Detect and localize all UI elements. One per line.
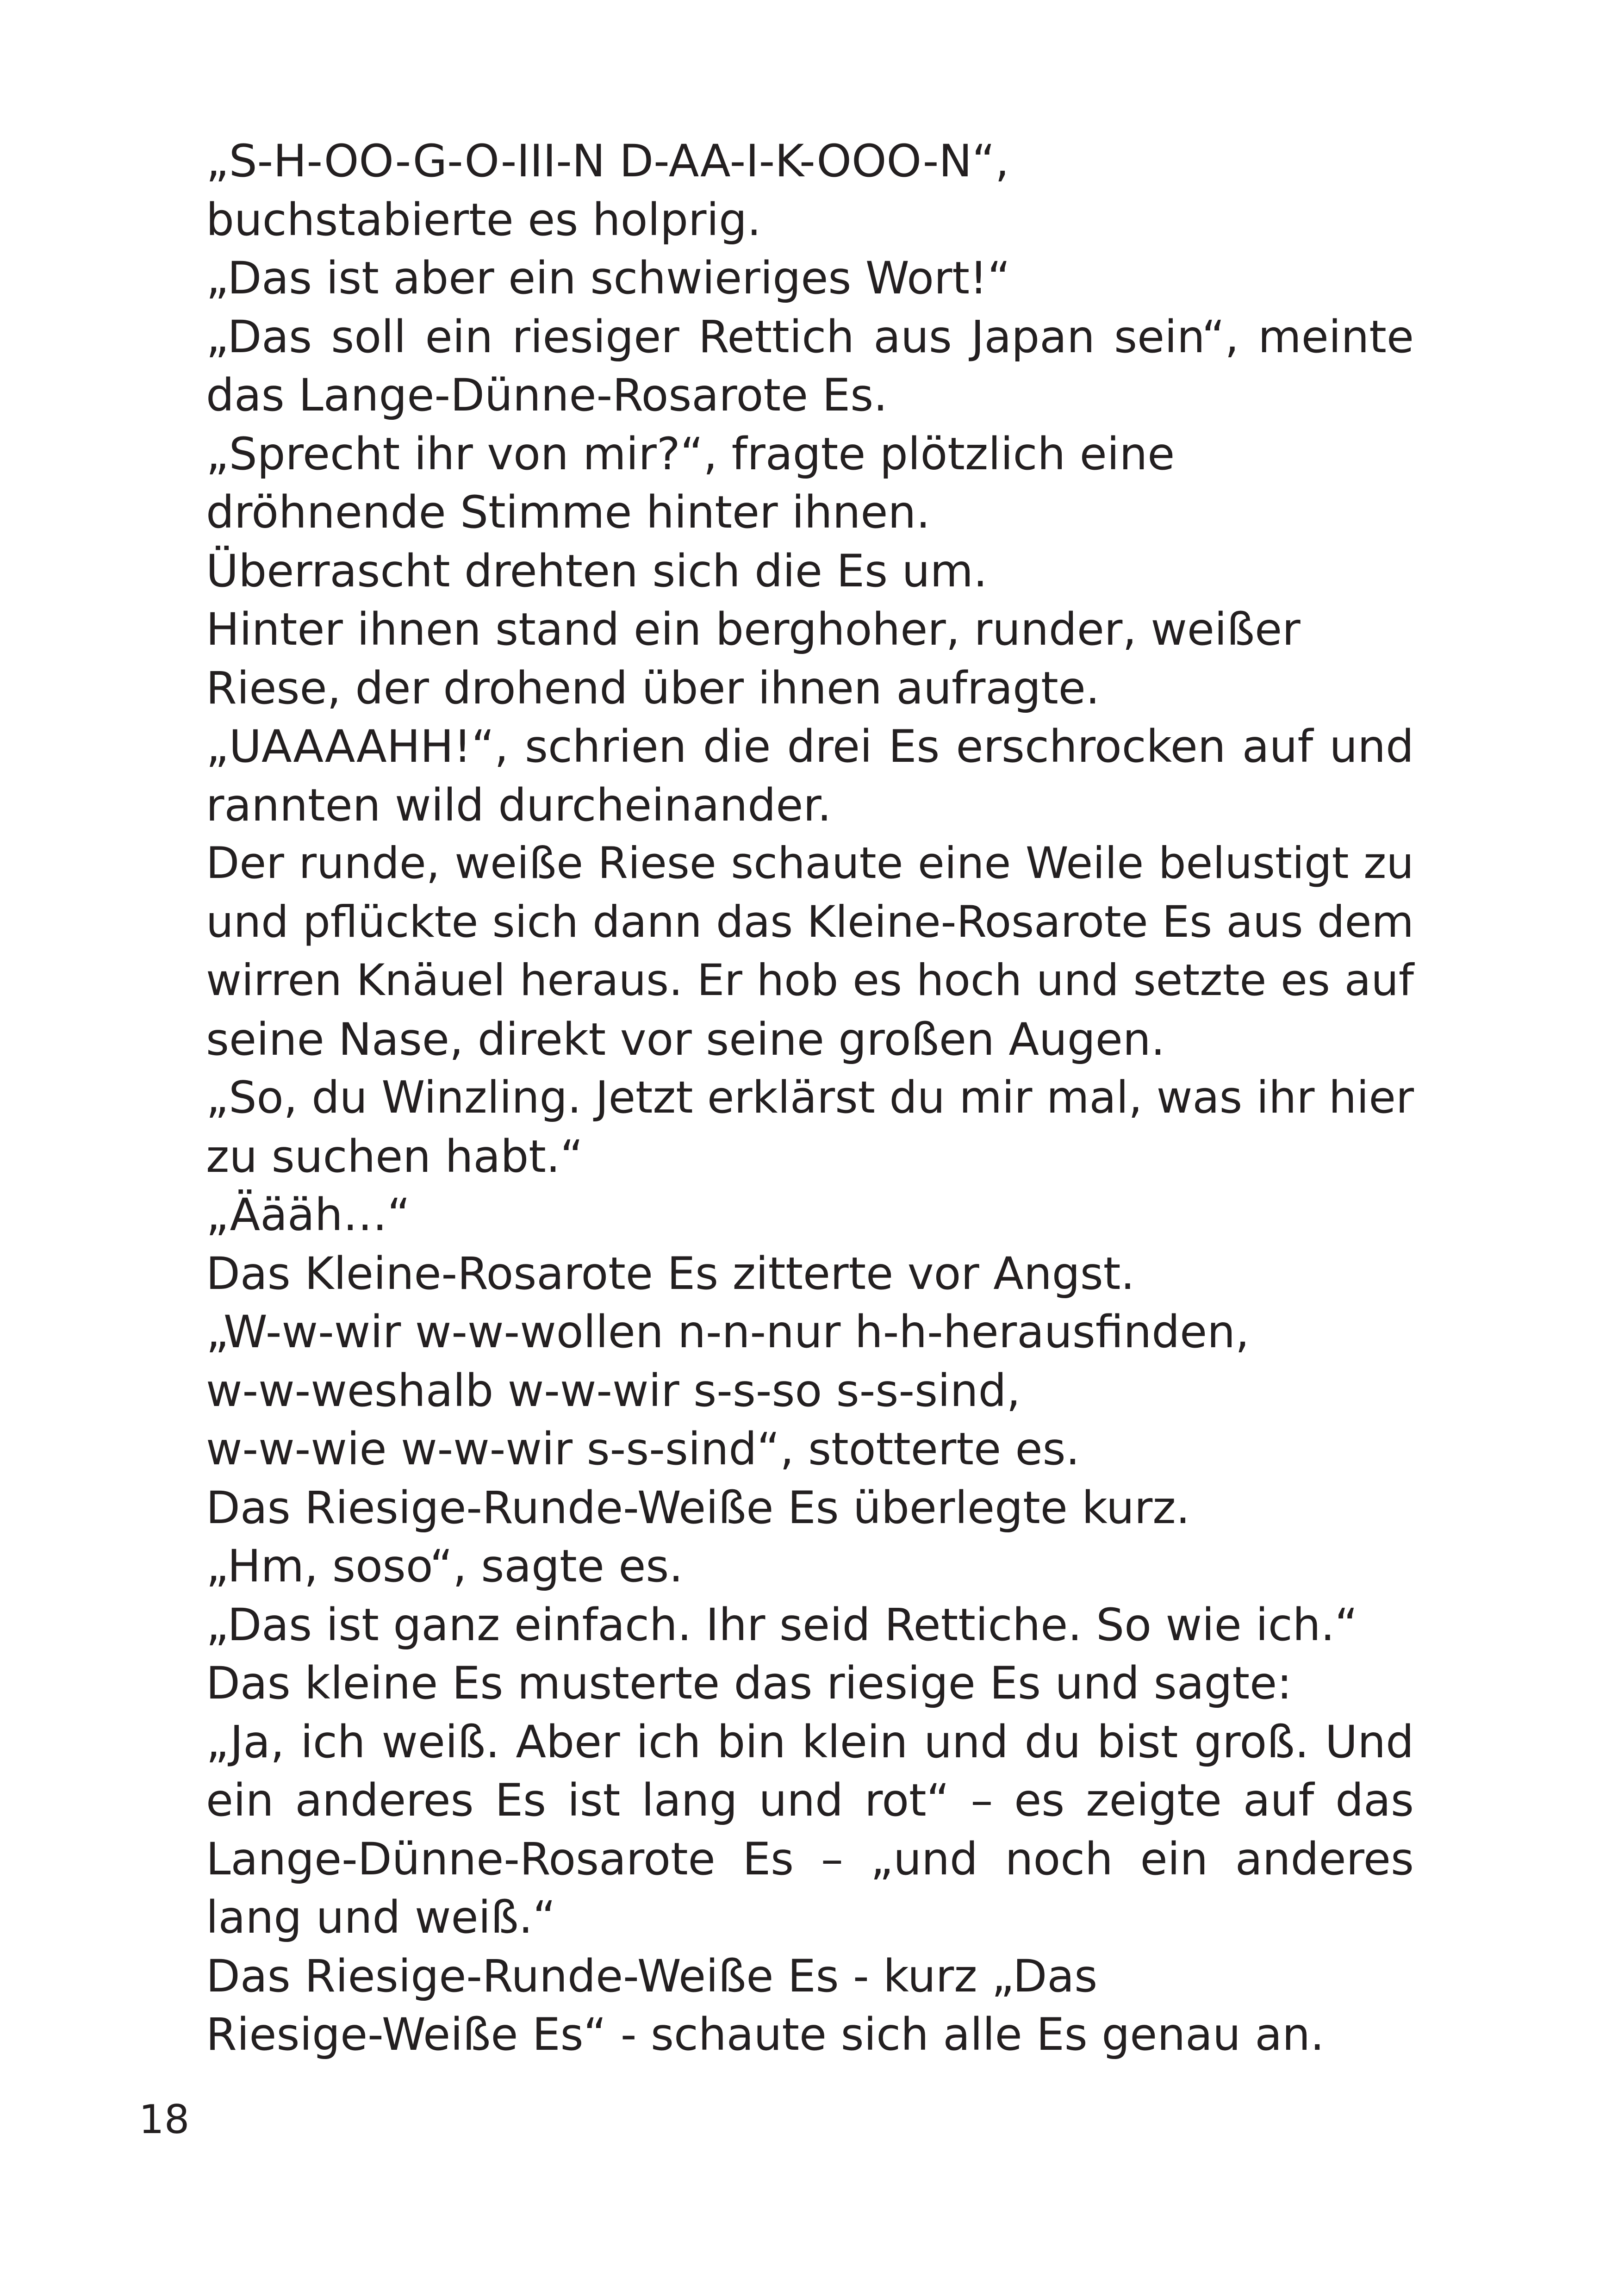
text-line: „Das ist ganz einfach. Ihr seid Rettiche. So wie ich.“ <box>206 1599 1358 1651</box>
text-line: Das Riesige-Runde-Weiße Es - kurz „Das <box>206 1950 1098 2002</box>
text-line: ein anderes Es ist lang und rot“ – es zeigte auf das <box>206 1774 1414 1826</box>
text-line: „Hm, soso“, sagte es. <box>206 1540 683 1592</box>
text-line: „Das soll ein riesiger Rettich aus Japan sein“, meinte <box>206 311 1414 363</box>
text-line: „So, du Winzling. Jetzt erklärst du mir mal, was ihr hier <box>206 1072 1414 1123</box>
text-line: wirren Knäuel heraus. Er hob es hoch und setzte es auf <box>206 955 1414 1006</box>
text-line: Der runde, weiße Riese schaute eine Weile belustigt zu <box>206 838 1414 889</box>
text-line: Überrascht drehten sich die Es um. <box>206 545 988 597</box>
text-line: Lange-Dünne-Rosarote Es – „und noch ein anderes <box>206 1833 1414 1885</box>
text-line: dröhnende Stimme hinter ihnen. <box>206 486 930 538</box>
text-line: „S-H-OO-G-O-III-N D-AA-I-K-OOO-N“, <box>206 135 1009 187</box>
text-line: Das Riesige-Runde-Weiße Es überlegte kurz. <box>206 1481 1190 1534</box>
text-line: „UAAAAHH!“, schrien die drei Es erschrocken auf und <box>206 721 1414 772</box>
text-line: lang und weiß.“ <box>206 1892 556 1943</box>
story-text <box>206 132 1414 2064</box>
text-line: „Das ist aber ein schwieriges Wort!“ <box>206 252 1011 304</box>
page-number: 18 <box>139 2097 190 2143</box>
text-line: „Äääh…“ <box>206 1189 411 1241</box>
text-line: zu suchen habt.“ <box>206 1130 584 1182</box>
text-line: „W-w-wir w-w-wollen n-n-nur h-h-herausfinden, <box>206 1306 1250 1358</box>
text-line: Riesige-Weiße Es“ - schaute sich alle Es genau an. <box>206 2009 1325 2060</box>
text-line: „Sprecht ihr von mir?“, fragte plötzlich eine <box>206 428 1175 480</box>
text-line: w-w-wie w-w-wir s-s-sind“, stotterte es. <box>206 1423 1080 1475</box>
text-line: „Ja, ich weiß. Aber ich bin klein und du bist groß. Und <box>206 1716 1414 1768</box>
text-line: w-w-weshalb w-w-wir s-s-so s-s-sind, <box>206 1364 1021 1417</box>
text-line: rannten wild durcheinander. <box>206 779 832 831</box>
text-line: buchstabierte es holprig. <box>206 193 761 246</box>
text-line: seine Nase, direkt vor seine großen Augen. <box>206 1013 1165 1065</box>
text-line: Das kleine Es musterte das riesige Es und sagte: <box>206 1657 1292 1709</box>
text-line: und pflückte sich dann das Kleine-Rosarote Es aus dem <box>206 896 1414 947</box>
text-line: Riese, der drohend über ihnen aufragte. <box>206 662 1100 714</box>
text-line: Hinter ihnen stand ein berghoher, runder, weißer <box>206 604 1301 655</box>
text-line: Das Kleine-Rosarote Es zitterte vor Angst. <box>206 1247 1135 1300</box>
text-line: das Lange-Dünne-Rosarote Es. <box>206 369 888 421</box>
